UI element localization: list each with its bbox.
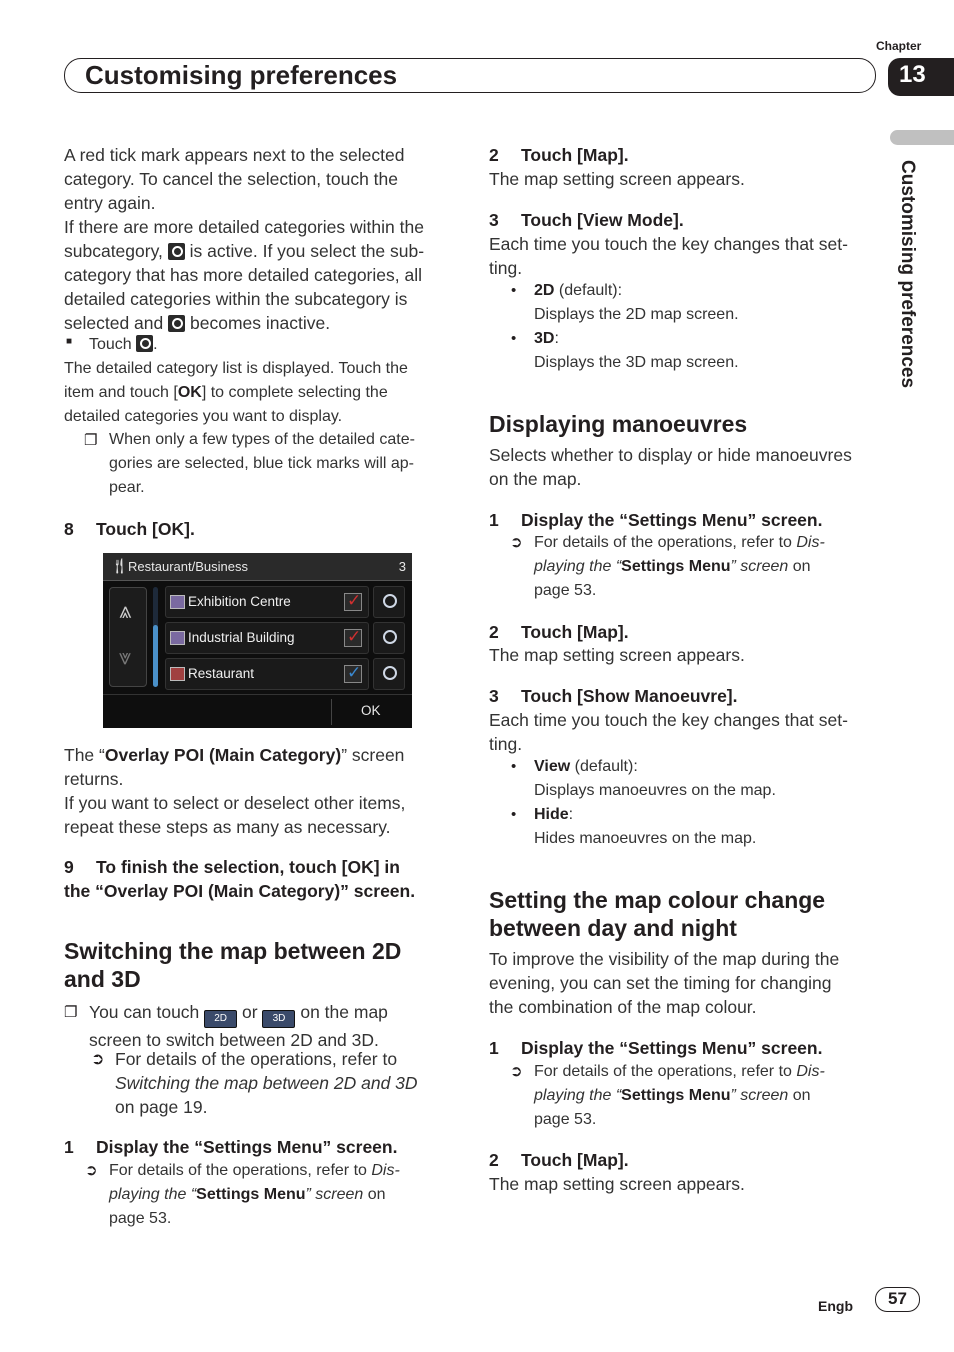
paragraph: The detailed category list is displayed. Touch the item and touch [OK] to complete selecting the detailed categories you want to display. [64,360,408,425]
paragraph: If you want to select or deselect other items, repeat these steps as many as necessary. [64,793,406,837]
language-code: Engb [818,1298,853,1314]
paragraph: If there are more detailed categories within the subcategory, is active. If you select the sub- category that has more detailed categories, all detailed categories within the subcategory is selected and becomes inactive. [64,217,425,333]
checkbox[interactable] [344,665,362,683]
3d-button-icon: 3D [262,1010,295,1028]
2d-button-icon: 2D [204,1010,237,1028]
note-box-icon: ❐ [64,1004,78,1021]
step-description: The map setting screen appears. [489,1174,745,1194]
page-number: 57 [875,1287,920,1312]
option: View (default): Displays manoeuvres on the map. [534,758,776,799]
step-8: 8 Touch [OK]. [64,519,195,539]
step-2: 2 Touch [Map]. [489,622,629,642]
step-description: The map setting screen appears. [489,645,745,665]
bullet-icon: • [511,806,517,823]
item-count: 3 [398,559,406,574]
checkbox[interactable] [344,593,362,611]
step-9: 9 To finish the selection, touch [OK] in the “Overlay POI (Main Category)” screen. [64,857,416,901]
scrollbar-thumb[interactable] [153,625,158,687]
arrow-reference-icon: ➲ [91,1051,105,1068]
scroll-down-icon[interactable]: ⩔ [119,644,132,669]
step-2: 2 Touch [Map]. [489,145,629,165]
step-description: Each time you touch the key changes that set- ting. [489,710,848,754]
step-3: 3 Touch [View Mode]. [489,210,684,230]
search-icon [168,243,185,260]
reference: For details of the operations, refer to Dis- playing the “Settings Menu” screen on page 53. [534,534,825,599]
side-label: Customising preferences [897,160,918,389]
page-title: Customising preferences [85,60,398,90]
restaurant-icon [170,667,185,681]
note-box-icon: ❐ [84,432,98,449]
building-icon [170,631,185,645]
list-item[interactable]: Exhibition Centre ✓ [165,586,369,618]
search-icon[interactable] [373,658,405,690]
note: You can touch 2D or 3D on the map screen to switch between 2D and 3D. [89,1002,388,1050]
arrow-reference-icon: ➲ [510,1063,523,1080]
section-heading: Switching the map between 2D and 3D [64,938,402,992]
restaurant-icon: 🍴︎ [110,558,130,575]
section-heading: Displaying manoeuvres [489,411,748,437]
step-1: 1 Display the “Settings Menu” screen. [489,1038,823,1058]
option: Hide: Hides manoeuvres on the map. [534,806,757,847]
title-bar [64,58,876,93]
step-description: The map setting screen appears. [489,169,745,189]
option: 2D (default): Displays the 2D map screen. [534,282,739,323]
arrow-reference-icon: ➲ [85,1162,98,1179]
step-description: Each time you touch the key changes that set- ting. [489,234,848,278]
building-icon [170,595,185,609]
checkbox[interactable] [344,629,362,647]
scroll-up-icon[interactable]: ⩓ [119,598,132,623]
reference: For details of the operations, refer to Dis- playing the “Settings Menu” screen on page 53. [534,1063,825,1128]
arrow-reference-icon: ➲ [510,534,523,551]
search-icon [136,335,153,352]
paragraph: Selects whether to display or hide manoeuvres on the map. [489,445,852,489]
screen-header [103,553,412,581]
scroll-buttons[interactable] [109,587,147,687]
side-tab [890,130,954,145]
note: When only a few types of the detailed cate- gories are selected, blue tick marks will ap- pear. [109,431,415,496]
paragraph: The “Overlay POI (Main Category)” screen returns. [64,745,405,789]
screen-title: Restaurant/Business [128,559,248,574]
paragraph: To improve the visibility of the map during the evening, you can set the timing for changing the combination of the map colour. [489,949,840,1017]
bullet-touch: Touch . [89,336,158,353]
step-3: 3 Touch [Show Manoeuvre]. [489,686,738,706]
bullet-icon: • [511,282,517,299]
list-item[interactable]: Restaurant ✓ [165,658,369,690]
device-screenshot [103,553,412,728]
step-1: 1 Display the “Settings Menu” screen. [489,510,823,530]
ok-button[interactable]: OK [361,703,381,718]
reference: For details of the operations, refer to Switching the map between 2D and 3D on page 19. [115,1049,418,1117]
search-icon[interactable] [373,622,405,654]
square-bullet-icon: ■ [66,336,73,347]
step-2: 2 Touch [Map]. [489,1150,629,1170]
option: 3D: Displays the 3D map screen. [534,330,739,371]
step-1: 1 Display the “Settings Menu” screen. [64,1137,398,1157]
chapter-label: Chapter [876,39,922,53]
bullet-icon: • [511,330,517,347]
list-item[interactable]: Industrial Building ✓ [165,622,369,654]
search-icon [168,315,185,332]
screen-footer [103,694,412,728]
reference: For details of the operations, refer to Dis- playing the “Settings Menu” screen on page 53. [109,1162,400,1227]
chapter-number: 13 [888,58,954,96]
search-icon[interactable] [373,586,405,618]
paragraph: A red tick mark appears next to the selected category. To cancel the selection, touch the entry again. [64,145,405,213]
bullet-icon: • [511,758,517,775]
section-heading: Setting the map colour change between day and night [489,887,826,941]
